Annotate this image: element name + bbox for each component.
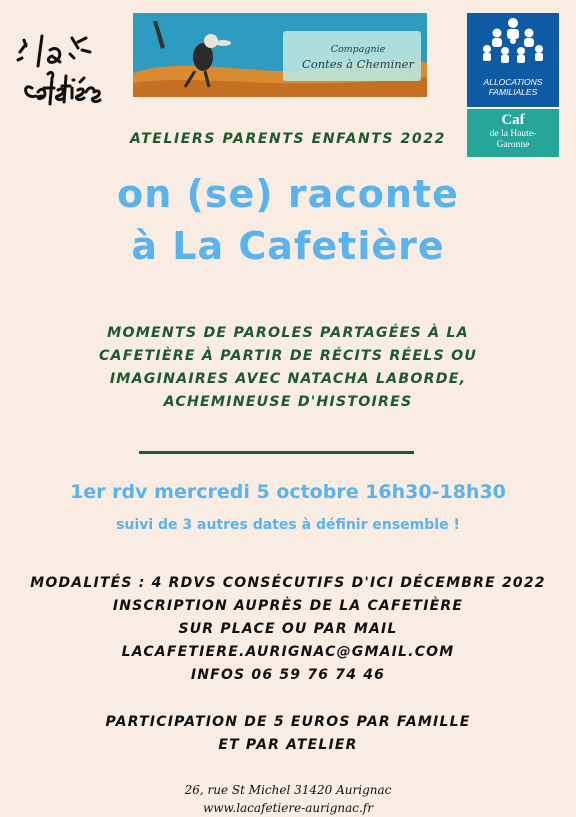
divider <box>139 451 414 454</box>
la-cafetiere-logo-drawing <box>12 30 104 114</box>
description-line3: IMAGINAIRES AVEC NATACHA LABORDE, <box>109 371 467 387</box>
footer-website[interactable]: www.lacafetiere-aurignac.fr <box>202 801 373 815</box>
participation-block <box>0 711 576 757</box>
email-address[interactable]: LACAFETIERE.AURIGNAC@GMAIL.COM <box>121 644 455 660</box>
participation-line1: PARTICIPATION DE 5 EUROS PAR FAMILLE <box>105 714 471 730</box>
compagnie-line2: Contes à Cheminer <box>302 57 414 71</box>
compagnie-name <box>293 43 423 71</box>
modalites-line3: SUR PLACE OU PAR MAIL <box>178 621 398 637</box>
main-title-line2: à La Cafetière <box>131 224 445 268</box>
ateliers-subtitle: ATELIERS PARENTS ENFANTS 2022 <box>130 131 446 147</box>
footer <box>0 781 576 817</box>
description-line2: CAFETIÈRE À PARTIR DE RÉCITS RÉELS OU <box>98 348 478 364</box>
description-line4: ACHEMINEUSE D'HISTOIRES <box>163 394 413 410</box>
followup-dates: suivi de 3 autres dates à définir ensemble ! <box>116 517 460 533</box>
main-title-line1: on (se) raconte <box>117 172 459 216</box>
description <box>60 322 516 414</box>
caf-name: Caf <box>501 112 525 128</box>
caf-people-icon <box>467 13 559 75</box>
compagnie-banner <box>133 13 427 97</box>
description-line1: MOMENTS DE PAROLES PARTAGÉES À LA <box>107 325 469 341</box>
footer-address: 26, rue St Michel 31420 Aurignac <box>184 783 392 797</box>
modalites-line2: INSCRIPTION AUPRÈS DE LA CAFETIÈRE <box>112 598 464 614</box>
la-cafetiere-logo <box>12 30 104 114</box>
caf-line1: ALLOCATIONS <box>483 77 543 87</box>
caf-allocations-text <box>467 77 559 97</box>
participation-line2: ET PAR ATELIER <box>218 737 358 753</box>
caf-region-line2: Garonne <box>496 140 530 150</box>
first-rdv: 1er rdv mercredi 5 octobre 16h30-18h30 <box>70 481 506 503</box>
caf-line2: FAMILIALES <box>488 87 538 97</box>
compagnie-line1: Compagnie <box>330 44 386 55</box>
phone-info: INFOS 06 59 76 74 46 <box>190 667 386 683</box>
modalites-line1: MODALITÉS : 4 RDVS CONSÉCUTIFS D'ICI DÉCEMBRE 2022 <box>30 575 546 591</box>
caf-region-line1: de la Haute- <box>489 129 537 139</box>
modalites-block <box>0 572 576 687</box>
caf-logo-top <box>467 13 559 107</box>
